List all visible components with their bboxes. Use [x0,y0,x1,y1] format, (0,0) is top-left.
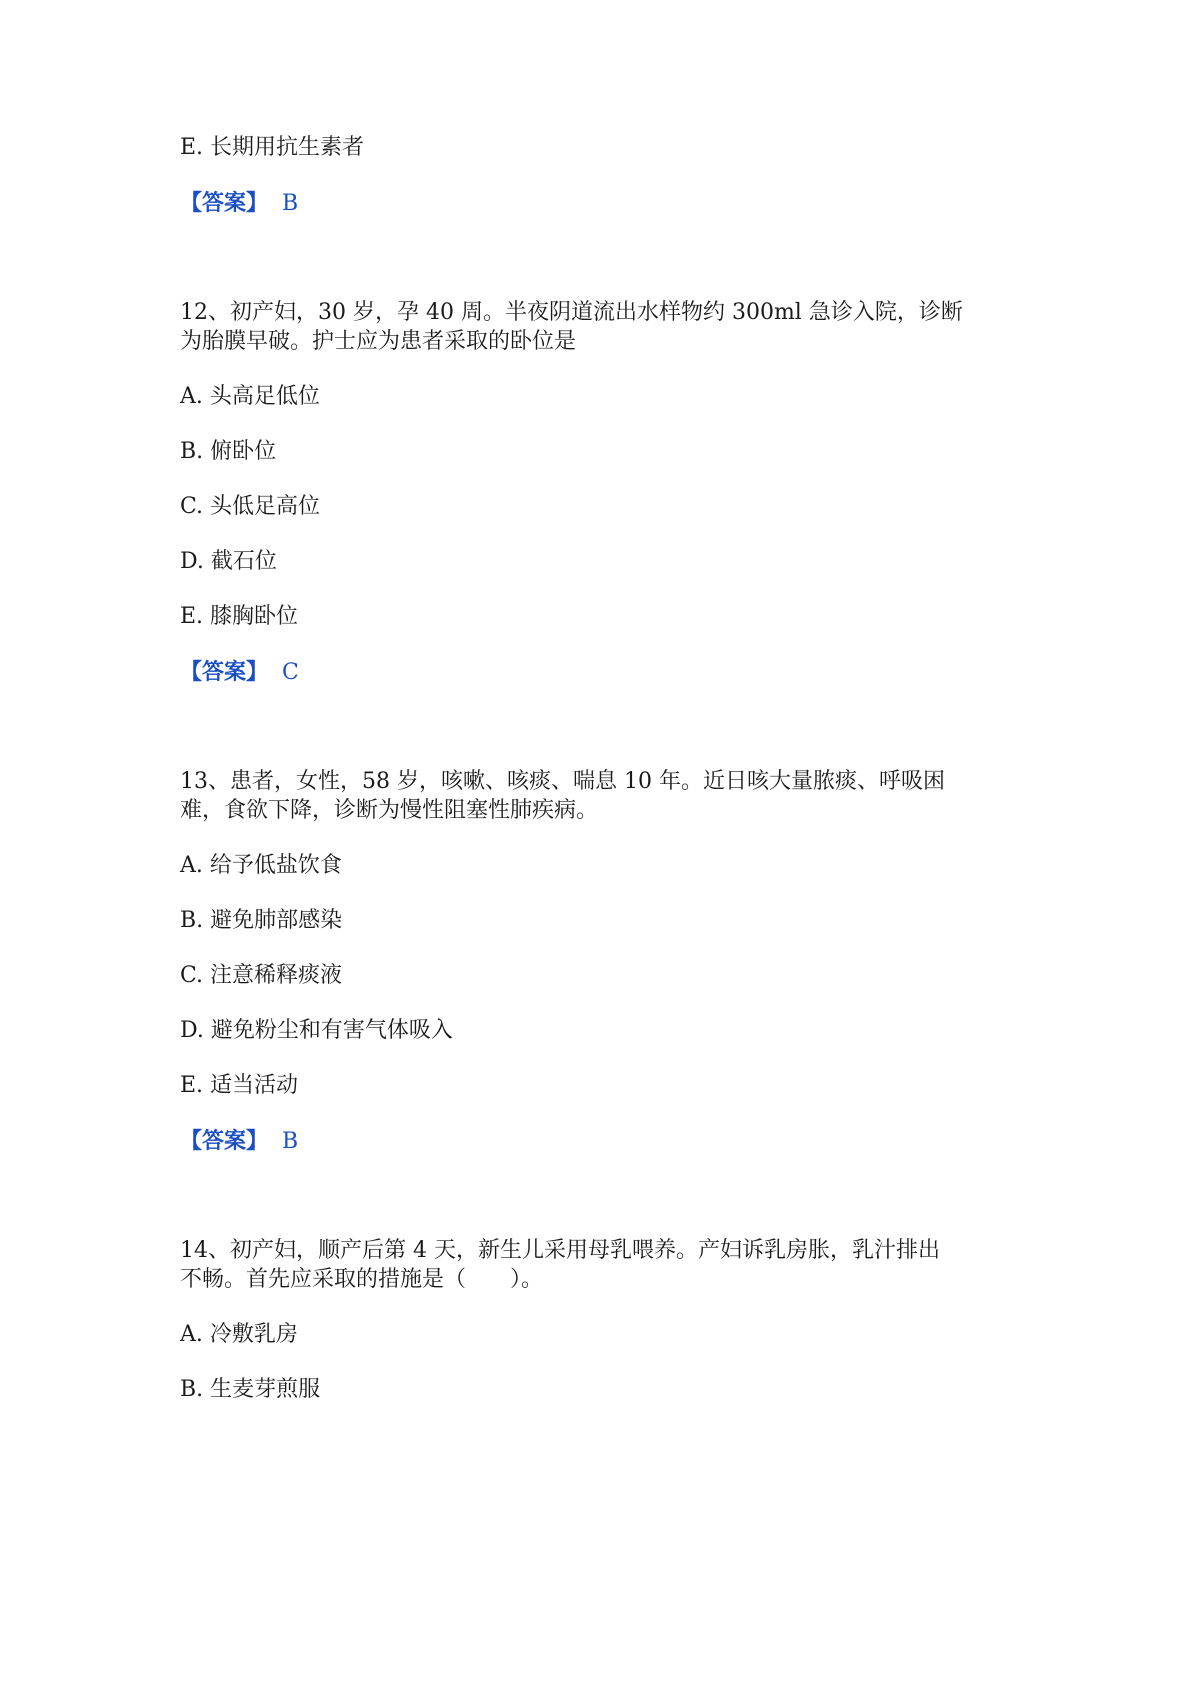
q12-stem-line1: 12、初产妇，30 岁，孕 40 周。半夜阴道流出水样物约 300ml 急诊入院，诊断 [180,300,963,325]
answer-label: 【答案】 [180,659,269,685]
q12-option-c: C. 头低足高位 [180,494,321,519]
answer-label: 【答案】 [180,1128,269,1154]
answer-value: B [282,1129,299,1154]
q13-option-a: A. 给予低盐饮食 [180,853,342,878]
q13-option-b: B. 避免肺部感染 [180,908,343,933]
prev-answer [180,188,298,219]
answer-value: B [282,191,299,216]
q12-answer [180,657,299,688]
q13-stem-line1: 13、患者，女性，58 岁，咳嗽、咳痰、喘息 10 年。近日咳大量脓痰、呼吸困 [180,769,945,794]
q12-option-b: B. 俯卧位 [180,439,277,464]
answer-value: C [282,660,299,685]
q12-option-e: E. 膝胸卧位 [180,604,299,629]
q13-answer [180,1126,298,1157]
q14-stem-line2: 不畅。首先应采取的措施是（ ）。 [180,1267,544,1292]
q12-option-a: A. 头高足低位 [180,384,320,409]
q14-stem-line1: 14、初产妇，顺产后第 4 天，新生儿采用母乳喂养。产妇诉乳房胀，乳汁排出 [180,1238,940,1263]
q13-option-d: D. 避免粉尘和有害气体吸入 [180,1018,453,1043]
q12-stem-line2: 为胎膜早破。护士应为患者采取的卧位是 [180,329,577,354]
prev-option-e: E. 长期用抗生素者 [180,135,365,160]
q13-option-e: E. 适当活动 [180,1073,299,1098]
q14-option-b: B. 生麦芽煎服 [180,1377,321,1402]
q12-option-d: D. 截石位 [180,549,277,574]
answer-label: 【答案】 [180,190,269,216]
q13-option-c: C. 注意稀释痰液 [180,963,343,988]
q13-stem-line2: 难，食欲下降，诊断为慢性阻塞性肺疾病。 [180,798,599,823]
q14-option-a: A. 冷敷乳房 [180,1322,298,1347]
